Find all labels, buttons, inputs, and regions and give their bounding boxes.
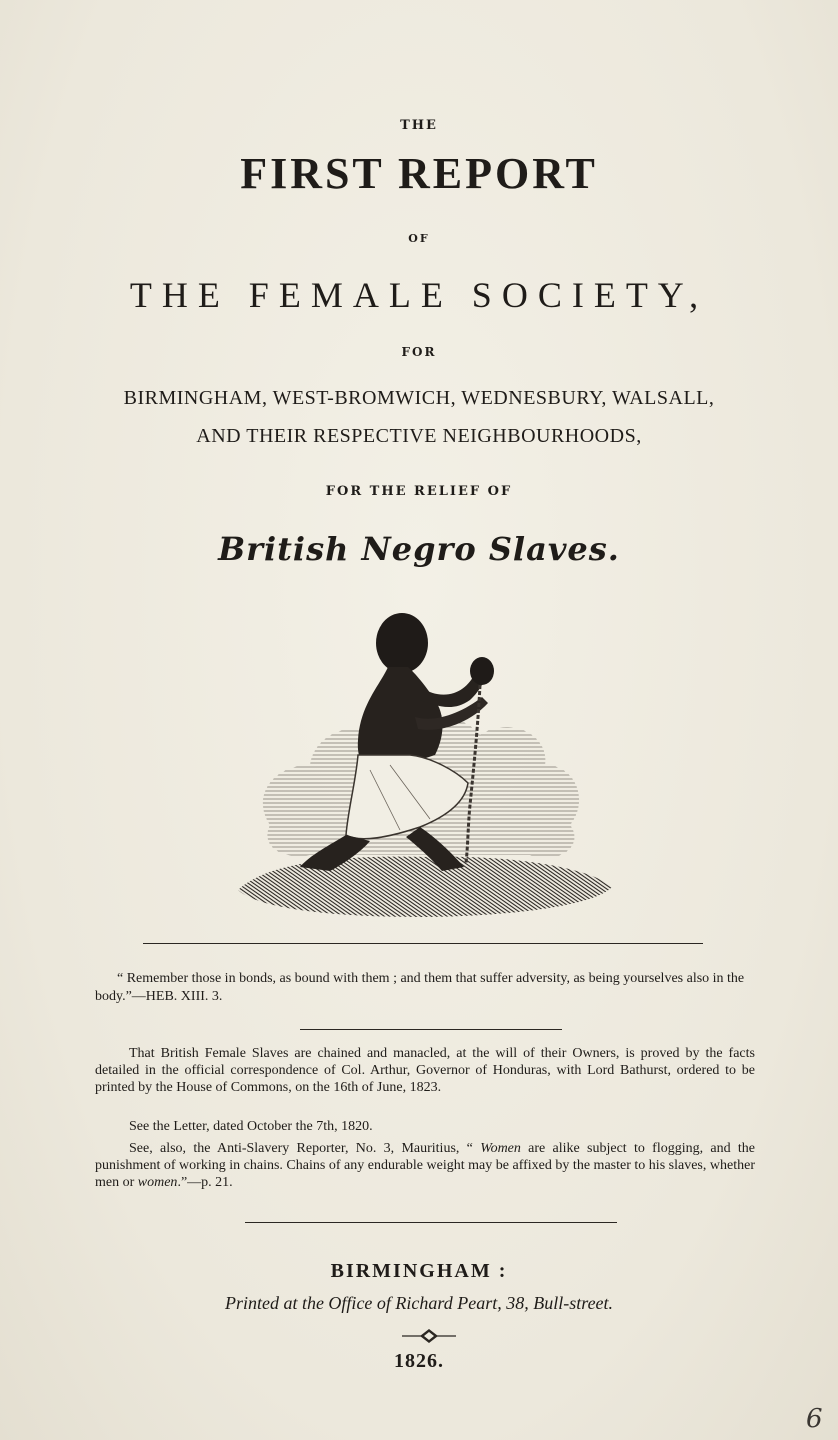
epigraph: “ Remember those in bonds, as bound with them ; and them that suffer adversity, as being yourselves also in the body.”—HEB. XIII. 3. <box>95 971 745 1004</box>
subject-line: British Negro Slaves. <box>218 530 620 568</box>
note-3-text-c: .”—p. 21. <box>177 1175 233 1190</box>
note-paragraph-3 <box>95 1140 755 1191</box>
note-paragraph-2: See the Letter, dated October the 7th, 1820. <box>129 1119 373 1134</box>
note-3-italic-women-2: women <box>137 1175 178 1190</box>
imprint-city: BIRMINGHAM : <box>330 1260 508 1282</box>
handwritten-page-number: 6 <box>806 1404 823 1434</box>
note-3-italic-women: Women <box>480 1141 521 1156</box>
note-3-text-a: See, also, the Anti-Slavery Reporter, No. 3, Mauritius, “ <box>129 1141 481 1156</box>
divider-rule-3 <box>245 1222 617 1223</box>
note-paragraph-1: That British Female Slaves are chained and manacled, at the will of their Owners, is proved by the facts detailed in the official correspondence of Col. Arthur, Governor of Honduras, with Lord Bathurst, ordered to be printed by the House of Commons, on the 16th of June, 1823. <box>95 1046 755 1095</box>
printers-ornament-icon <box>400 1327 458 1345</box>
divider-rule-2 <box>300 1029 562 1030</box>
title-for: FOR <box>401 345 437 359</box>
for-relief-line: FOR THE RELIEF OF <box>325 484 513 499</box>
imprint-year: 1826. <box>394 1350 444 1372</box>
society-name: THE FEMALE SOCIETY, <box>129 275 709 315</box>
main-title: FIRST REPORT <box>240 149 598 198</box>
kneeling-slave-engraving <box>230 605 620 930</box>
imprint-printer: Printed at the Office of Richard Peart, 38, Bull-street. <box>224 1293 614 1313</box>
title-the: THE <box>400 118 438 133</box>
places-line-1: BIRMINGHAM, WEST-BROMWICH, WEDNESBURY, WALSALL, <box>123 387 715 409</box>
divider-rule-1 <box>143 943 703 944</box>
note-3-text-b: are alike subject to flogging, and the punishment of working in chains. Chains of any endurable weight may be affixed by the master to his slaves, whether men or <box>95 1141 755 1190</box>
places-line-2: AND THEIR RESPECTIVE NEIGHBOURHOODS, <box>196 425 642 447</box>
title-of: OF <box>408 232 430 245</box>
